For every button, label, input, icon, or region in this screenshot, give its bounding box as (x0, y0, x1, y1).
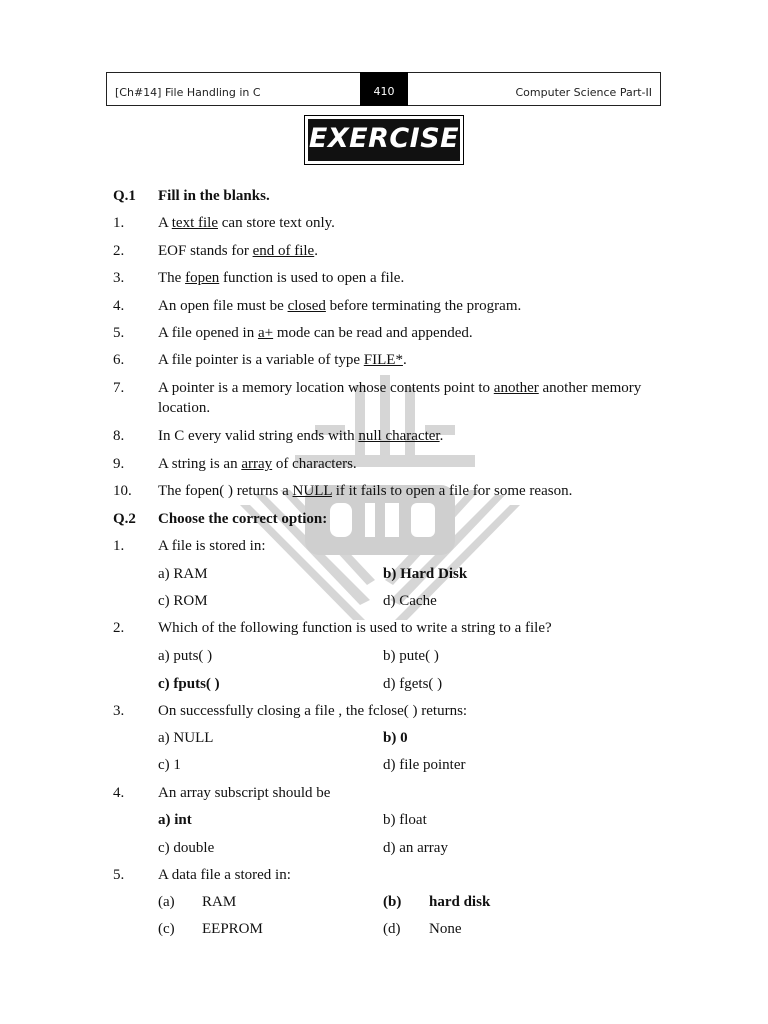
chapter-title: [Ch#14] File Handling in C (115, 86, 261, 99)
option-b: b) pute( ) (383, 648, 439, 664)
item-number: 9. (113, 456, 125, 472)
option-c-label: (c) (158, 921, 175, 937)
blank-answer: array (241, 456, 273, 472)
option-a-correct: a) int (158, 812, 192, 828)
question-text: A data file a stored in: (158, 867, 291, 883)
option-d: None (429, 921, 462, 937)
question-text: A file is stored in: (158, 538, 266, 554)
blank-answer: another (493, 380, 539, 396)
option-d: d) fgets( ) (383, 676, 443, 692)
option-b-correct: hard disk (429, 894, 491, 910)
item-text: A pointer is a memory location whose contents point to another another memory (158, 380, 642, 396)
blank-answer: NULL (292, 483, 332, 499)
item-text: EOF stands for end of file. (158, 243, 318, 259)
option-a: a) RAM (158, 566, 208, 582)
item-number: 8. (113, 428, 125, 444)
question-number: 1. (113, 538, 125, 554)
option-b: b) float (383, 812, 427, 828)
item-number: 3. (113, 270, 125, 286)
item-number: 2. (113, 243, 125, 259)
item-text: A text file can store text only. (158, 215, 335, 231)
question-text: On successfully closing a file , the fclose( ) returns: (158, 703, 468, 719)
option-c: c) 1 (158, 757, 181, 773)
item-text: A string is an array of characters. (158, 456, 357, 472)
blank-answer: FILE* (363, 352, 403, 368)
option-d-label: (d) (383, 921, 401, 937)
option-a: a) puts( ) (158, 648, 213, 664)
question-number: 3. (113, 703, 125, 719)
q1-title: Fill in the blanks. (158, 188, 270, 204)
blank-answer: null character (358, 428, 440, 444)
option-c: c) ROM (158, 593, 208, 609)
question-number: 4. (113, 785, 125, 801)
q1-number: Q.1 (113, 188, 136, 204)
item-number: 4. (113, 298, 125, 314)
item-number: 1. (113, 215, 125, 231)
item-number: 6. (113, 352, 125, 368)
option-d: d) an array (383, 840, 448, 856)
item-text: The fopen( ) returns a NULL if it fails to open a file for some reason. (158, 483, 573, 499)
option-d: d) file pointer (383, 757, 466, 773)
blank-answer: text file (171, 215, 218, 231)
book-title: Computer Science Part-II (515, 86, 652, 99)
option-a-label: (a) (158, 894, 175, 910)
item-text: A file pointer is a variable of type FILE*. (158, 352, 407, 368)
option-b-correct: b) Hard Disk (383, 566, 468, 582)
item-number: 7. (113, 380, 125, 396)
page-header (106, 72, 661, 106)
option-c: c) double (158, 840, 215, 856)
item-text: An open file must be closed before terminating the program. (158, 298, 522, 314)
question-text: An array subscript should be (158, 785, 331, 801)
blank-answer: closed (287, 298, 326, 314)
item-text: A file opened in a+ mode can be read and appended. (158, 325, 473, 341)
option-c: EEPROM (202, 921, 263, 937)
option-d: d) Cache (383, 593, 437, 609)
question-number: 5. (113, 867, 125, 883)
q2-number: Q.2 (113, 511, 136, 527)
option-a: a) NULL (158, 730, 214, 746)
item-number: 10. (113, 483, 132, 499)
option-a: RAM (202, 894, 237, 910)
blank-answer: end of file (252, 243, 315, 259)
option-b-correct: b) 0 (383, 730, 408, 746)
option-c-correct: c) fputs( ) (158, 676, 220, 692)
blank-answer: fopen (185, 270, 220, 286)
exercise-title: EXERCISE (308, 119, 460, 161)
item-number: 5. (113, 325, 125, 341)
option-b-label: (b) (383, 894, 402, 910)
question-text: Which of the following function is used to write a string to a file? (158, 620, 552, 636)
exercise-banner (304, 115, 464, 165)
q2-title: Choose the correct option: (158, 511, 328, 527)
page-number: 410 (360, 72, 408, 106)
item-text: In C every valid string ends with null character. (158, 428, 444, 444)
blank-answer: a+ (257, 325, 274, 341)
question-number: 2. (113, 620, 125, 636)
item-text: The fopen function is used to open a file. (158, 270, 405, 286)
